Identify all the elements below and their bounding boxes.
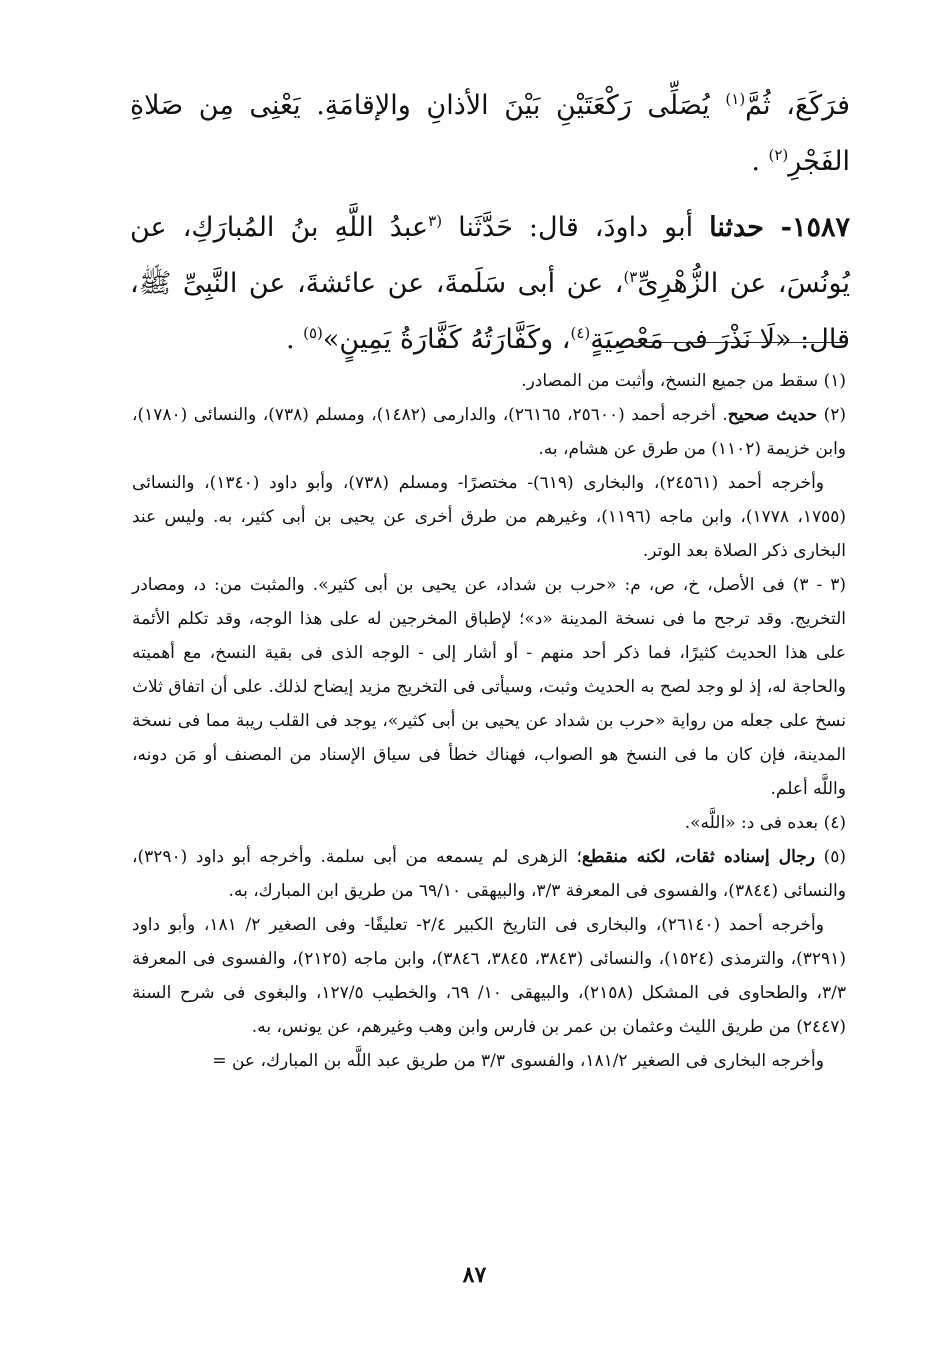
footnote-5-grade: رجال إسناده ثقات، لكنه منقطع [581, 847, 815, 867]
footnote-2-grade: حديث صحيح [727, 405, 818, 425]
footnote-ref-1[interactable]: (١) [725, 90, 746, 108]
hadith-intro: حدثنا [709, 212, 781, 243]
main-line-1-text: فرَكَعَ، ثُمَّ [745, 90, 850, 121]
footnote-2-label: (٢) [817, 405, 846, 425]
footnote-ref-3-start[interactable]: (٣ [428, 212, 443, 230]
hadith-number: ١٥٨٧- [780, 212, 850, 243]
hadith-text-3: ، عن أبى سَلَمةَ، عن عائشةَ، عن النَّبِىِّ ﷺ، قال: «لَا نَذْرَ فى مَعْصِيَةٍ [130, 268, 850, 355]
footnote-ref-5[interactable]: (٥) [303, 324, 323, 342]
footnote-2-paragraph-2: وأخرجه أحمد (٢٤٥٦١)، والبخارى (٦١٩)- مختصرًا- ومسلم (٧٣٨)، وأبو داود (١٣٤٠)، والنسائى (١٧٥٥، ١٧٧٨)، وابن ماجه (١١٩٦)، وغيرهم من طرق أخرى عن يحيى بن أبى كثير، به. وليس عند البخارى ذكر الصلاة بعد الوتر. [132, 473, 846, 561]
footnote-5-paragraph-3: وأخرجه البخارى فى الصغير ١٨١/٢، والفسوى ٣/٣ من طريق عبد اللَّه بن المبارك، عن = [212, 1051, 824, 1071]
page-number: ٨٧ [462, 1262, 487, 1288]
footnote-2-text: . أخرجه أحمد (٢٥٦٠٠، ٢٦١٦٥)، والدارمى (١٤٨٢)، ومسلم (٧٣٨)، والنسائى (١٧٨٠)، وابن خزيمة (١١٠٢) من طرق عن هشام، به. [132, 405, 846, 459]
footnote-ref-4[interactable]: (٤) [570, 324, 591, 342]
footnote-5-paragraph-2: وأخرجه أحمد (٢٦١٤٠)، والبخارى فى التاريخ الكبير ٢/٤- تعليقًا- وفى الصغير ٢/ ١٨١، وأبو داود (٣٢٩١)، والترمذى (١٥٢٤)، والنسائى (٣٨٤٣، ٣٨٤٥، ٣٨٤٦)، وابن ماجه (٢١٢٥)، والفسوى فى المعرفة ٣/٣، والطحاوى فى المشكل (٢١٥٨)، والبيهقى ١٠/ ٦٩، والخطيب ١٢٧/٥، والبغوى فى شرح السنة (٢٤٤٧) من طريق الليث وعثمان بن عمر بن فارس وابن وهب وغيرهم، عن يونس، به. [132, 915, 847, 1037]
hadith-text-1: أبو داودَ، قال: حَدَّثَنا [442, 212, 710, 243]
main-line-1-end: . [751, 146, 769, 177]
main-line-1 [130, 78, 850, 190]
footnote-divider [635, 342, 847, 343]
main-text [130, 78, 850, 368]
hadith-end: . [285, 324, 304, 355]
footnote-5-text: ؛ الزهرى لم يسمعه من أبى سلمة. وأخرجه أبو داود (٣٢٩٠)، والنسائى (٣٨٤٤)، والفسوى فى المعرفة ٣/٣، والبيهقى ٦٩/١٠ من طريق ابن المبارك، به. [132, 847, 846, 901]
footnote-2 [132, 398, 846, 466]
footnote-1: (١) سقط من جميع النسخ، وأثبت من المصادر. [521, 371, 846, 391]
hadith-text-4: ، وكَفَّارَتُهُ كَفَّارَةُ يَمِينٍ» [322, 324, 571, 355]
main-line-1-text-2: يُصَلِّى رَكْعَتَيْنِ بَيْنَ الأذانِ والإقامَةِ. يَعْنِى مِن صَلاةِ الفَجْرِ [130, 90, 850, 177]
footnotes [132, 364, 846, 1078]
footnote-3: (٣ - ٣) فى الأصل، خ، ص، م: «حرب بن شداد، عن يحيى بن أبى كثير». والمثبت من: د، ومصادر التخريج. وقد ترجح ما فى نسخة المدينة «د»؛ لإطباق المخرجين له على هذا الوجه، وقد تكلم الأئمة على هذا الحديث كثيرًا، فما ذكر أحد منهم - أو أشار إلى - الوجه الذى فى بقية النسخ، مع أهميته والحاجة له، إذ لو وجد لصح به الحديث وثبت، وسيأتى فى التخريج مزيد إيضاح لذلك. على أن اتفاق ثلاث نسخ على جعله من رواية «حرب بن شداد عن يحيى بن أبى كثير»، يوجد فى القلب ريبة مما فى نسخة المدينة، فإن كان ما فى النسخ هو الصواب، فهناك خطأ فى سياق الإسناد من المصنف أو مَن دونه، واللَّه أعلم. [132, 575, 846, 799]
footnote-5 [132, 840, 846, 908]
footnote-4: (٤) بعده فى د: «اللَّه». [684, 813, 846, 833]
hadith-text-2: عبدُ اللَّهِ بنُ المُبارَكِ، عن يُونُسَ، عن الزُّهْرِىِّ [130, 212, 850, 299]
footnote-ref-3-end[interactable]: ٣) [623, 268, 638, 286]
footnote-ref-2[interactable]: (٢) [768, 146, 789, 164]
footnote-5-label: (٥) [814, 847, 846, 867]
